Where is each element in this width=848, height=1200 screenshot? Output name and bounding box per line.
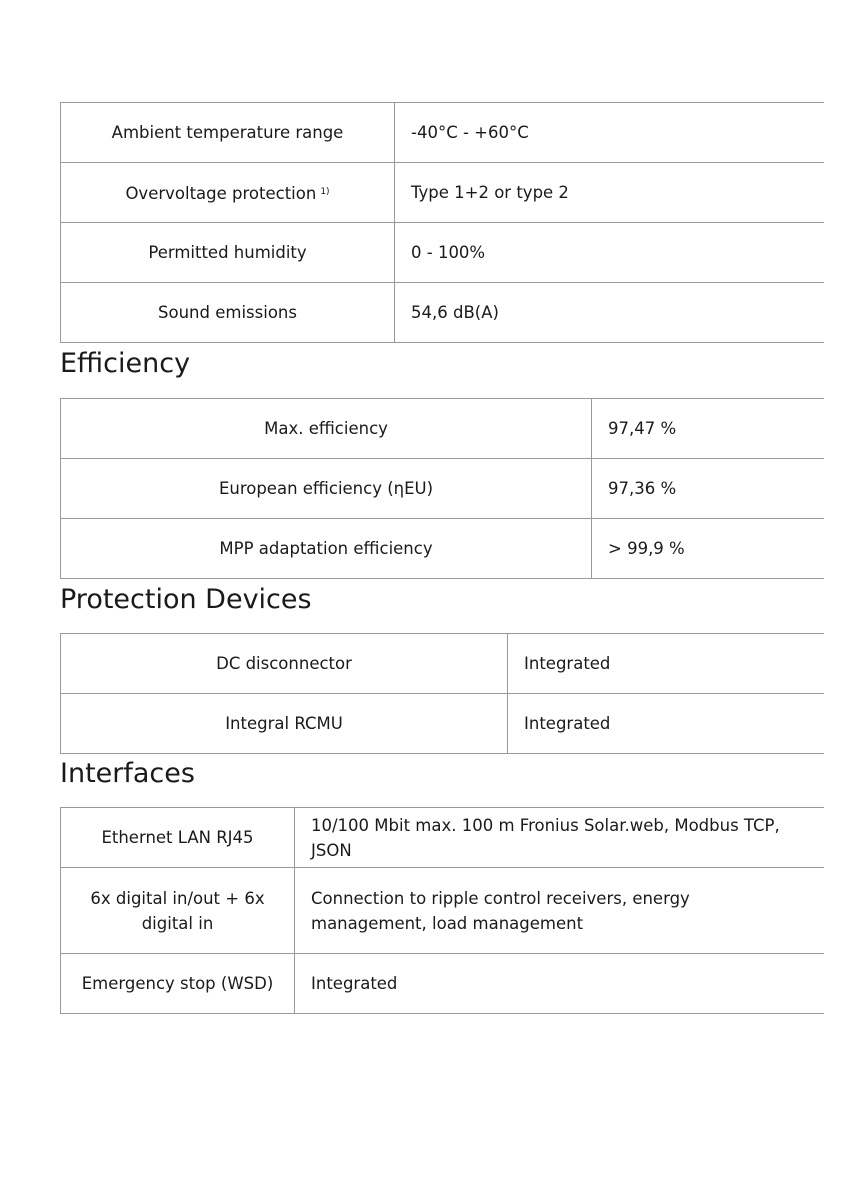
spec-value: 54,6 dB(A) (395, 283, 825, 343)
spec-label: Permitted humidity (61, 223, 395, 283)
interfaces-spec-table (60, 807, 824, 1014)
protection-devices-spec-table (60, 633, 824, 754)
table-row (61, 868, 825, 954)
spec-value: 0 - 100% (395, 223, 825, 283)
table-row (61, 459, 825, 519)
table-row (61, 163, 825, 223)
table-row (61, 519, 825, 579)
efficiency-heading: Efficiency (60, 348, 191, 379)
spec-value: Integrated (508, 694, 825, 754)
spec-label: Emergency stop (WSD) (61, 954, 295, 1014)
table-row (61, 954, 825, 1014)
spec-label: Sound emissions (61, 283, 395, 343)
spec-value: Connection to ripple control receivers, energy management, load management (295, 868, 825, 954)
spec-label: Ambient temperature range (61, 103, 395, 163)
table-row (61, 103, 825, 163)
footnote-marker: 1) (320, 186, 330, 197)
spec-label: 6x digital in/out + 6x digital in (61, 868, 295, 954)
table-row (61, 283, 825, 343)
spec-label: Max. efficiency (61, 399, 592, 459)
spec-label: Integral RCMU (61, 694, 508, 754)
spec-value: Type 1+2 or type 2 (395, 163, 825, 223)
table-row (61, 223, 825, 283)
interfaces-heading: Interfaces (60, 758, 195, 789)
spec-value: 97,47 % (592, 399, 825, 459)
spec-value: Integrated (295, 954, 825, 1014)
spec-value: > 99,9 % (592, 519, 825, 579)
table-row (61, 694, 825, 754)
table-row (61, 808, 825, 868)
spec-label: DC disconnector (61, 634, 508, 694)
table-row (61, 399, 825, 459)
spec-value: 97,36 % (592, 459, 825, 519)
protection-devices-heading: Protection Devices (60, 584, 312, 615)
spec-label: Ethernet LAN RJ45 (61, 808, 295, 868)
spec-label: European efficiency (ηEU) (61, 459, 592, 519)
spec-value: -40°C - +60°C (395, 103, 825, 163)
efficiency-spec-table (60, 398, 824, 579)
environment-spec-table (60, 102, 824, 343)
spec-value: Integrated (508, 634, 825, 694)
spec-label: MPP adaptation efficiency (61, 519, 592, 579)
spec-value: 10/100 Mbit max. 100 m Fronius Solar.web, Modbus TCP, JSON (295, 808, 825, 868)
table-row (61, 634, 825, 694)
spec-label: Overvoltage protection $^{1)}$ (61, 163, 395, 223)
